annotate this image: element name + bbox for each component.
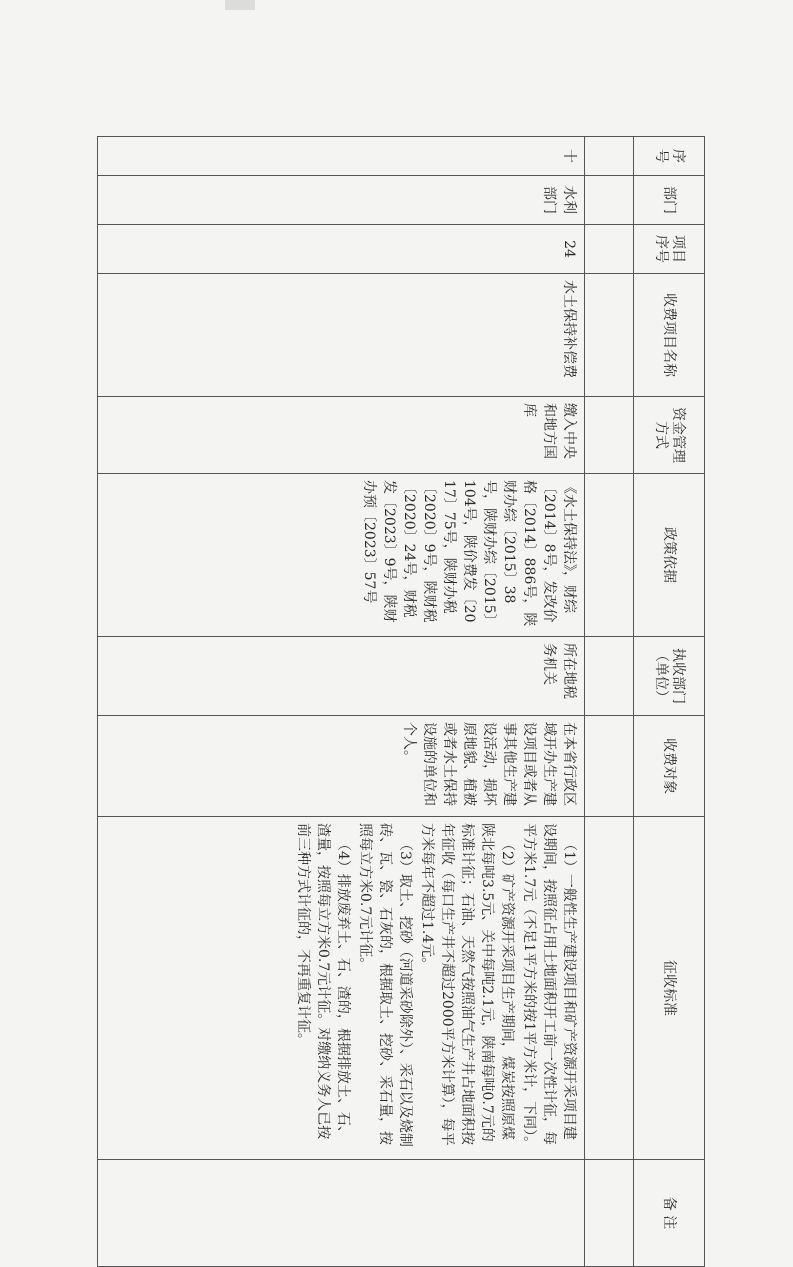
blank-row — [585, 137, 634, 1267]
scan-artifact — [225, 0, 255, 10]
rotated-fee-table — [97, 136, 705, 1230]
header-note: 备 注 — [634, 1160, 705, 1267]
cell-empty — [585, 1160, 634, 1267]
header-seq: 序号 — [634, 137, 705, 176]
cell-fund: 缴入中央和地方国库 — [98, 397, 585, 474]
header-policy: 政策依据 — [634, 474, 705, 637]
cell-empty — [585, 137, 634, 176]
cell-empty — [585, 817, 634, 1160]
cell-empty — [585, 274, 634, 397]
header-fund: 资金管理方式 — [634, 397, 705, 474]
cell-standard — [98, 817, 585, 1160]
fee-table — [97, 136, 705, 1267]
table-row — [98, 137, 585, 1267]
cell-object: 在本省行政区域开办生产建设项目或者从事其他生产建设活动，损坏原地貌、植被或者水土保持设施的单位和个人。 — [98, 716, 585, 817]
cell-name: 水土保持补偿费 — [98, 274, 585, 397]
cell-empty — [585, 176, 634, 225]
header-standard: 征收标准 — [634, 817, 705, 1160]
cell-empty — [585, 397, 634, 474]
standard-item-1: （1）一般性生产建设项目和矿产资源开采项目建设期间，按照征占用土地面积开工前一次性计征，每平方米1.7元（不足1平方米的按1平方米计，下同）。 — [521, 823, 577, 1151]
cell-empty — [585, 716, 634, 817]
cell-policy: 《水土保持法》，财综〔2014〕8号，发改价格〔2014〕886号，陕财办综〔2015〕38号，陕财办综〔2015〕104号，陕价费发〔2017〕75号，陕财办税〔2020〕9号，陕财税〔2020〕24号，财税发〔2023〕9号，陕财办预〔2023〕57号 — [98, 474, 585, 637]
cell-item-no: 24 — [98, 225, 585, 274]
header-name: 收费项目名称 — [634, 274, 705, 397]
cell-note — [98, 1160, 585, 1267]
cell-empty — [585, 474, 634, 637]
cell-seq: 十 — [98, 137, 585, 176]
standard-item-4: （4）排放废弃土、石、渣的，根据排放土、石、渣量，按照每立方米0.7元计征。对缴纳义务人已按前三种方式计征的，不再重复计征。 — [295, 823, 351, 1140]
header-row — [634, 137, 705, 1267]
header-dept: 部门 — [634, 176, 705, 225]
header-item-no: 项目序号 — [634, 225, 705, 274]
cell-empty — [585, 225, 634, 274]
standard-item-3: （3）取土、挖砂（河道采砂除外）、采石以及烧制砖、瓦、瓷、石灰的，根据取土、挖砂、采石量，按照每立方米0.7元计征。 — [357, 823, 413, 1147]
cell-dept: 水利部门 — [98, 176, 585, 225]
header-collector: 执收部门（单位） — [634, 637, 705, 716]
header-object: 收费对象 — [634, 716, 705, 817]
cell-collector: 所在地税务机关 — [98, 637, 585, 716]
cell-empty — [585, 637, 634, 716]
standard-item-2: （2）矿产资源开采项目生产期间，煤炭按照原煤陕北每吨3.5元、关中每吨2.1元，陕南每吨0.7元的标准计征；石油、天然气按照油气生产井占地面积按年征收（每口生产井不超过2000平方米计算），每平方米每年不超过1.4元。 — [419, 823, 515, 1146]
